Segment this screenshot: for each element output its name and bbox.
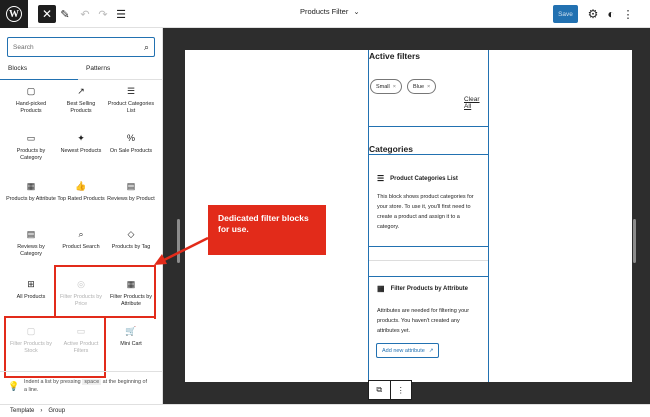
filter-by-attribute-block-text: Attributes are needed for filtering your products. You haven't created any attributes yet. (377, 308, 470, 334)
block-label: Active Product Filters (63, 341, 99, 354)
block-label: All Products (16, 294, 46, 300)
tab-patterns[interactable]: Patterns (86, 65, 111, 72)
chip-label: Small (376, 83, 390, 90)
search-box[interactable] (7, 37, 155, 57)
block-toolbar (368, 380, 412, 400)
block-label: Best Selling Products (66, 101, 96, 114)
breadcrumb (0, 404, 650, 417)
block-label: Mini Cart (120, 341, 142, 347)
divider (369, 260, 488, 261)
button-label: Add new attribute (382, 347, 425, 354)
search-icon: ⌕ (78, 228, 84, 239)
block-products-by-category[interactable] (6, 132, 56, 162)
grid-icon: ⊞ (27, 278, 35, 289)
tip-text-start: Indent a list by pressing (24, 379, 81, 385)
block-best-selling-products[interactable] (56, 85, 106, 115)
divider (369, 276, 488, 277)
block-label: Product Search (62, 244, 100, 250)
sparkle-icon: ✦ (77, 132, 85, 143)
block-label: Product Categories List (107, 101, 155, 114)
block-reviews-by-product[interactable] (106, 180, 156, 203)
grid-icon: ▦ (26, 180, 36, 191)
list-view-icon[interactable]: ☰ (116, 8, 126, 21)
block-newest-products[interactable] (56, 132, 106, 155)
breadcrumb-separator: › (40, 408, 43, 414)
search-icon: ⌕ (143, 41, 149, 52)
document-title-dropdown[interactable] (300, 7, 360, 16)
active-filters-heading[interactable]: Active filters (369, 51, 421, 61)
block-on-sale-products[interactable] (106, 132, 156, 155)
comment-icon: ▤ (26, 228, 36, 239)
tip-key: space (84, 379, 100, 385)
block-mini-cart[interactable] (106, 325, 156, 348)
contrast-icon[interactable]: ◐ (607, 7, 615, 21)
search-input[interactable]: Search (13, 43, 34, 51)
tip-text (24, 378, 149, 394)
tag-icon: ◇ (127, 228, 135, 239)
active-filter-chip[interactable] (370, 79, 402, 94)
block-label: Products by Tag (111, 244, 151, 250)
price-filter-icon: ◎ (77, 278, 85, 289)
divider (369, 126, 488, 127)
block-top-rated-products[interactable] (56, 180, 106, 203)
duplicate-icon[interactable]: ⧉ (376, 385, 383, 394)
box-icon: ▢ (26, 325, 36, 336)
cart-icon: 🛒 (125, 325, 137, 336)
divider (369, 246, 488, 247)
comment-icon: ▤ (126, 180, 136, 191)
categories-heading[interactable]: Categories (369, 144, 413, 154)
folder-icon: ▭ (26, 132, 36, 143)
more-options-icon[interactable]: ⋮ (390, 381, 412, 399)
more-options-icon[interactable]: ⋮ (622, 8, 634, 21)
block-product-search[interactable] (56, 228, 106, 251)
block-label: Filter Products by Stock (10, 341, 52, 354)
save-button[interactable]: Save (553, 5, 578, 23)
filter-blocks-highlight-top (54, 265, 156, 318)
filter-blocks-highlight-join (104, 316, 156, 319)
lightbulb-icon: 💡 (8, 381, 20, 391)
list-icon: ☰ (126, 85, 136, 96)
close-icon[interactable]: × (392, 83, 396, 90)
tab-blocks[interactable]: Blocks (0, 65, 78, 80)
block-reviews-by-category[interactable] (6, 228, 56, 258)
percent-icon: % (126, 132, 135, 143)
pen-icon[interactable]: ✎ (60, 8, 70, 21)
block-label: Filter Products by Attribute (110, 294, 152, 307)
block-label: Top Rated Products (57, 196, 105, 202)
wordpress-icon: W (6, 6, 22, 22)
product-categories-list-block-text: This block shows product categories for your store. To use it, you'll first need to create a product and assign it to a category. (377, 194, 474, 230)
block-products-by-attribute[interactable] (6, 180, 56, 203)
block-label: Products by Category (16, 148, 46, 161)
toggle-icon: ▭ (76, 325, 86, 336)
block-all-products[interactable] (6, 278, 56, 301)
product-categories-list-block-title (377, 174, 458, 183)
block-label: Reviews by Category (17, 244, 45, 257)
inserter-tip (0, 371, 163, 404)
redo-icon[interactable]: ↷ (98, 8, 108, 21)
block-label: Reviews by Product (107, 196, 155, 202)
block-label: Products by Attribute (6, 196, 56, 202)
callout-arrow-icon (150, 232, 212, 266)
chevron-down-icon: ⌄ (353, 7, 360, 16)
grid-icon: ▦ (126, 278, 136, 289)
block-inserter-panel (0, 28, 163, 404)
breadcrumb-item-group[interactable]: Group (48, 408, 66, 414)
wordpress-logo-button[interactable] (0, 0, 28, 28)
block-label: Filter Products by Price (60, 294, 102, 307)
thumbs-up-icon: 👍 (75, 180, 87, 191)
external-link-icon: ↗ (428, 347, 434, 354)
block-title: Filter Products by Attribute (390, 285, 469, 292)
selected-column-block[interactable] (368, 50, 489, 382)
close-icon[interactable]: × (427, 83, 431, 90)
grid-icon: ▦ (377, 284, 385, 293)
close-inserter-button[interactable]: ✕ (38, 5, 56, 23)
chip-label: Blue (413, 83, 425, 90)
list-icon: ☰ (377, 174, 385, 183)
block-icon: ▢ (26, 85, 36, 96)
tip-text-end: at the beginning of a line. (24, 379, 148, 393)
clear-all-link[interactable]: Clear All (464, 96, 480, 110)
trend-icon: ↗ (77, 85, 85, 96)
block-label: On Sale Products (109, 148, 153, 154)
filter-by-attribute-block-title (377, 284, 468, 293)
filter-blocks-highlight-bottom (4, 316, 106, 378)
divider (369, 154, 488, 155)
resize-handle-right[interactable] (633, 219, 636, 263)
block-hand-picked-products[interactable] (6, 85, 56, 115)
document-title: Products Filter (300, 7, 349, 16)
breadcrumb-item-template[interactable]: Template (10, 408, 35, 414)
editor-top-bar (0, 0, 650, 28)
gear-icon[interactable]: ⚙ (587, 7, 599, 21)
undo-icon[interactable]: ↶ (80, 8, 90, 21)
block-products-by-tag[interactable] (106, 228, 156, 251)
inserter-tabs (0, 64, 163, 80)
block-product-categories-list[interactable] (106, 85, 156, 115)
block-label: Hand-picked Products (15, 101, 47, 114)
block-title: Product Categories List (390, 175, 458, 182)
add-new-attribute-button[interactable] (376, 343, 439, 358)
active-filter-chip[interactable] (407, 79, 436, 94)
block-label: Newest Products (60, 148, 102, 154)
annotation-callout: Dedicated filter blocks for use. (208, 205, 326, 255)
